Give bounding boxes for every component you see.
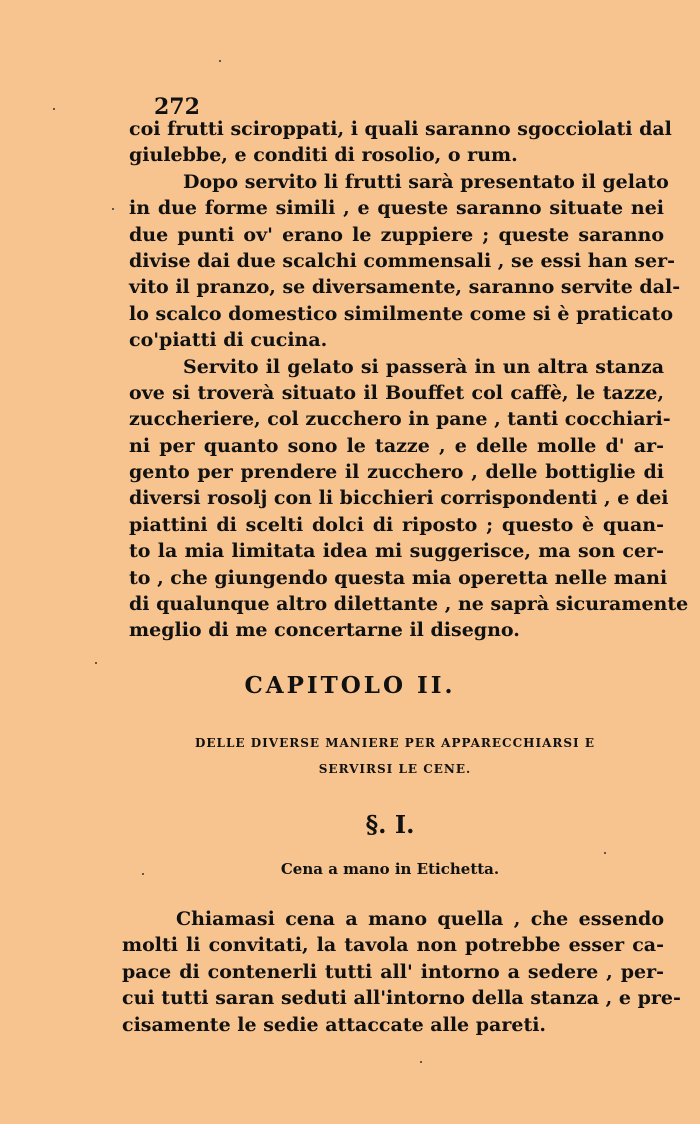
text-line: vito il pranzo, se diversamente, saranno servite dal- (129, 276, 681, 299)
text-line: zuccheriere, col zucchero in pane , tanti cocchiari- (129, 408, 671, 431)
text-line: in due forme simili , e queste saranno situate nei (129, 197, 664, 220)
chapter-subtitle: SERVIRSI LE CENE. (318, 762, 472, 776)
text-line: gento per prendere il zucchero , delle bottiglie di (129, 461, 664, 484)
text-line: due punti ov' erano le zuppiere ; queste saranno (129, 223, 664, 246)
chapter-subtitle: DELLE DIVERSE MANIERE PER APPARECCHIARSI E (195, 736, 595, 750)
paragraph-continuation (129, 116, 689, 644)
paper-speck (420, 1061, 422, 1063)
text-line: pace di contenerli tutti all' intorno a sedere , per- (122, 960, 664, 983)
text-line: co'piatti di cucina. (129, 329, 328, 352)
section-mark: §. I. (365, 810, 415, 839)
text-line: meglio di me concertarne il disegno. (129, 619, 520, 642)
text-line: coi frutti sciroppati, i quali saranno sgocciolati dal (129, 118, 672, 140)
text-line: ove si troverà situato il Bouffet col caffè, le tazze, (129, 381, 664, 404)
text-line: piattini di scelti dolci di riposto ; questo è quan- (129, 513, 664, 536)
chapter-title: CAPITOLO II. (244, 672, 456, 699)
text-line: Dopo servito li frutti sarà presentato il gelato (183, 170, 669, 193)
text-line: Servito il gelato si passerà in un altra stanza (183, 355, 664, 378)
text-line: to la mia limitata idea mi suggerisce, ma son cer- (129, 540, 664, 563)
text-line: cui tutti saran seduti all'intorno della stanza , e pre- (122, 987, 681, 1010)
text-line: ni per quanto sono le tazze , e delle molle d' ar- (129, 434, 664, 457)
text-line: divise dai due scalchi commensali , se essi han ser- (129, 249, 675, 272)
text-line: molti li convitati, la tavola non potrebbe esser ca- (122, 934, 664, 957)
section-title: Cena a mano in Etichetta. (280, 860, 500, 878)
paper-speck (219, 60, 221, 62)
paper-speck (604, 852, 606, 854)
paper-speck (112, 208, 114, 210)
text-line: Chiamasi cena a mano quella , che essendo (176, 908, 664, 930)
page-number: 272 (154, 94, 200, 120)
paper-speck (53, 108, 55, 110)
text-line: giulebbe, e conditi di rosolio, o rum. (129, 144, 518, 167)
text-line: di qualunque altro dilettante , ne saprà sicuramente (129, 593, 689, 616)
paper-speck (95, 662, 97, 664)
text-line: to , che giungendo questa mia operetta nelle mani (129, 566, 668, 589)
text-line: diversi rosolj con li bicchieri corrispondenti , e dei (129, 487, 669, 510)
text-line: cisamente le sedie attaccate alle pareti. (122, 1013, 547, 1036)
text-line: lo scalco domestico similmente come si è praticato (129, 302, 674, 325)
paper-speck (142, 873, 144, 875)
paragraph-section (122, 906, 681, 1038)
